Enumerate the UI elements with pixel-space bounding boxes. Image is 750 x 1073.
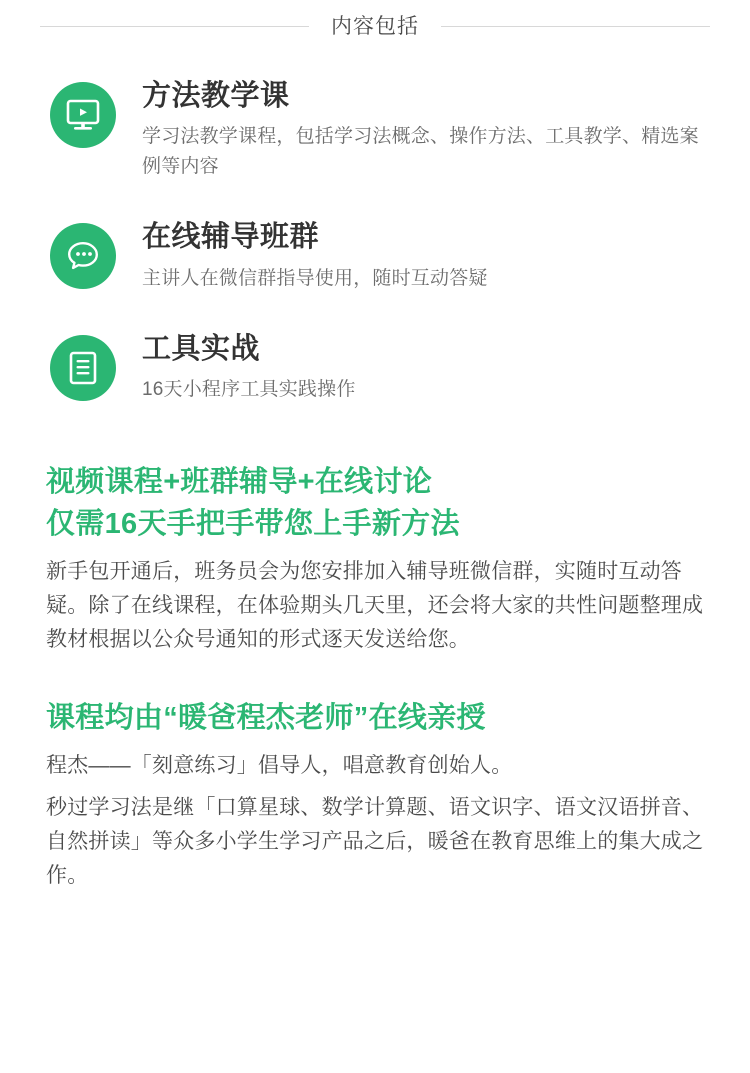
promo-heading-line1: 视频课程+班群辅导+在线讨论 [46,465,433,498]
feature-item [50,78,710,181]
header-rule-right [441,26,710,27]
feature-item [50,219,710,293]
spacer [0,405,750,461]
feature-desc: 16天小程序工具实践操作 [142,379,356,401]
feature-title: 方法教学课 [142,80,290,112]
header-rule-left [40,26,309,27]
teacher-block [0,697,750,893]
feature-text [116,219,710,293]
promo-block [0,461,750,657]
teacher-paragraph-2: 秒过学习法是继「口算星球、数学计算题、语文识字、语文汉语拼音、自然拼读」等众多小学生学习产品之后，暖爸在教育思维上的集大成之作。 [46,795,704,888]
document-lines-icon [50,335,116,401]
promo-heading-line2: 仅需16天手把手带您上手新方法 [46,507,460,540]
section-header [0,0,750,42]
feature-text [116,331,710,405]
feature-desc: 学习法教学课程，包括学习法概念、操作方法、工具教学、精选案例等内容 [142,126,699,177]
promo-paragraph: 新手包开通后，班务员会为您安排加入辅导班微信群，实随时互动答疑。除了在线课程，在体验期头几天里，还会将大家的共性问题整理成教材根据以公众号通知的形式逐天发送给您。 [46,559,704,651]
spacer [0,657,750,697]
chat-bubble-icon [50,223,116,289]
section-title: 内容包括 [331,14,419,38]
feature-text [116,78,710,181]
feature-title: 工具实战 [142,333,261,365]
teacher-paragraph-1: 程杰——「刻意练习」倡导人，唱意教育创始人。 [46,753,513,777]
feature-list [0,78,750,405]
feature-item [50,331,710,405]
feature-desc: 主讲人在微信群指导使用，随时互动答疑 [142,267,488,289]
feature-title: 在线辅导班群 [142,221,320,254]
monitor-play-icon [50,82,116,148]
teacher-heading: 课程均由“暖爸程杰老师”在线亲授 [46,701,486,734]
